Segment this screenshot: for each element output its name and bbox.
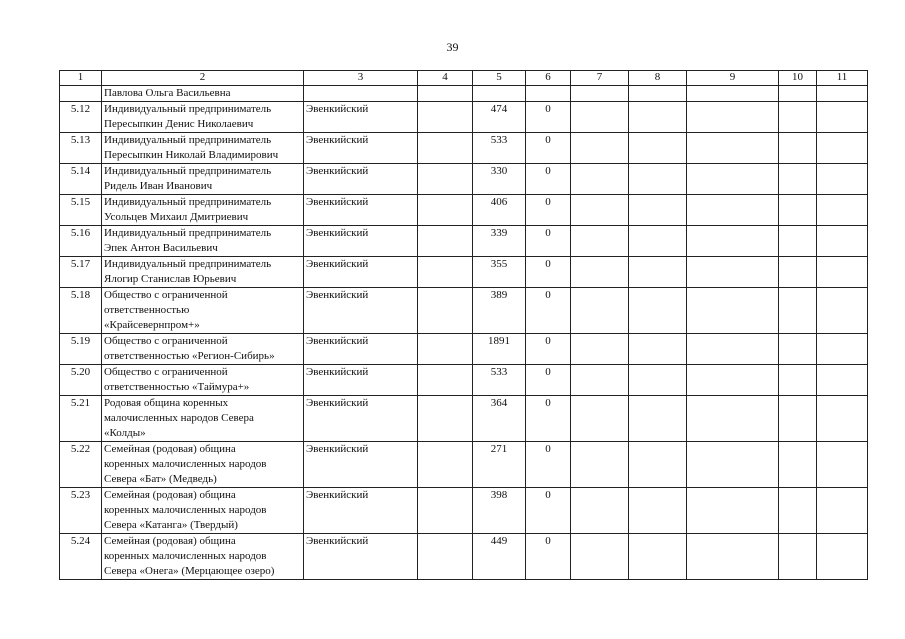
entity-name-line: «Колды»: [104, 427, 146, 439]
cell-col-4: [418, 102, 473, 133]
cell-col-8: [629, 288, 687, 334]
cell-col-6: 0: [526, 488, 571, 534]
entity-name: [102, 226, 304, 257]
cell-col-4: [418, 133, 473, 164]
cell-col-7: [571, 442, 629, 488]
entity-name-line: Пересыпкин Николай Владимирович: [104, 149, 279, 161]
entity-name: [102, 133, 304, 164]
column-header-8: 8: [629, 71, 687, 86]
entity-name: [102, 334, 304, 365]
entity-name-line: «Крайсевернпром+»: [104, 319, 200, 331]
entity-name: [102, 102, 304, 133]
page-number: 39: [446, 40, 459, 54]
row-number: 5.22: [60, 442, 102, 488]
cell-col-7: [571, 226, 629, 257]
cell-col-7: [571, 102, 629, 133]
row-number: [60, 86, 102, 102]
region-cell: Эвенкийский: [304, 226, 418, 257]
cell-col-4: [418, 195, 473, 226]
entity-name-line: Индивидуальный предприниматель: [104, 227, 272, 239]
cell-col-8: [629, 195, 687, 226]
cell-col-11: [817, 226, 868, 257]
cell-col-8: [629, 102, 687, 133]
row-number: 5.13: [60, 133, 102, 164]
cell-col-11: [817, 334, 868, 365]
cell-col-10: [779, 534, 817, 580]
cell-col-9: [687, 334, 779, 365]
row-number: 5.20: [60, 365, 102, 396]
cell-col-5: [473, 86, 526, 102]
cell-col-8: [629, 488, 687, 534]
region-cell: Эвенкийский: [304, 334, 418, 365]
column-header-4: 4: [418, 71, 473, 86]
column-header-11: 11: [817, 71, 868, 86]
row-number: 5.21: [60, 396, 102, 442]
cell-col-6: 0: [526, 257, 571, 288]
entity-name-line: Ялогир Станислав Юрьевич: [104, 273, 237, 285]
region-cell: Эвенкийский: [304, 257, 418, 288]
cell-col-6: [526, 86, 571, 102]
cell-col-11: [817, 133, 868, 164]
cell-col-4: [418, 334, 473, 365]
cell-col-5: 364: [473, 396, 526, 442]
table-row: [60, 365, 868, 396]
region-cell: Эвенкийский: [304, 396, 418, 442]
cell-col-5: 355: [473, 257, 526, 288]
row-number: 5.14: [60, 164, 102, 195]
cell-col-6: 0: [526, 396, 571, 442]
cell-col-4: [418, 534, 473, 580]
cell-col-11: [817, 257, 868, 288]
cell-col-6: 0: [526, 288, 571, 334]
cell-col-10: [779, 396, 817, 442]
cell-col-5: 406: [473, 195, 526, 226]
entity-name-line: Пересыпкин Денис Николаевич: [104, 118, 254, 130]
table-row: [60, 534, 868, 580]
table-row: [60, 226, 868, 257]
region-cell: Эвенкийский: [304, 534, 418, 580]
cell-col-6: 0: [526, 534, 571, 580]
region-cell: Эвенкийский: [304, 133, 418, 164]
cell-col-5: 339: [473, 226, 526, 257]
cell-col-7: [571, 288, 629, 334]
column-header-1: 1: [60, 71, 102, 86]
cell-col-9: [687, 488, 779, 534]
cell-col-8: [629, 334, 687, 365]
row-number: 5.23: [60, 488, 102, 534]
region-cell: Эвенкийский: [304, 164, 418, 195]
row-number: 5.12: [60, 102, 102, 133]
column-header-6: 6: [526, 71, 571, 86]
entity-name-line: Индивидуальный предприниматель: [104, 134, 272, 146]
entity-name-line: Родовая община коренных: [104, 397, 229, 409]
column-header-5: 5: [473, 71, 526, 86]
cell-col-10: [779, 334, 817, 365]
cell-col-9: [687, 102, 779, 133]
cell-col-5: 271: [473, 442, 526, 488]
cell-col-4: [418, 442, 473, 488]
cell-col-8: [629, 226, 687, 257]
entity-name: [102, 257, 304, 288]
cell-col-10: [779, 133, 817, 164]
cell-col-7: [571, 488, 629, 534]
cell-col-4: [418, 257, 473, 288]
row-number: 5.16: [60, 226, 102, 257]
entity-name: [102, 164, 304, 195]
table-row: [60, 86, 868, 102]
cell-col-8: [629, 442, 687, 488]
cell-col-7: [571, 396, 629, 442]
cell-col-5: 449: [473, 534, 526, 580]
cell-col-4: [418, 164, 473, 195]
cell-col-7: [571, 86, 629, 102]
cell-col-7: [571, 334, 629, 365]
region-cell: [304, 86, 418, 102]
table-row: [60, 257, 868, 288]
entity-name-line: Общество с ограниченной: [104, 289, 228, 301]
entity-name-line: ответственностью: [104, 304, 190, 316]
cell-col-9: [687, 226, 779, 257]
cell-col-11: [817, 365, 868, 396]
cell-col-5: 533: [473, 365, 526, 396]
entity-name-line: Семейная (родовая) община: [104, 489, 236, 501]
cell-col-9: [687, 164, 779, 195]
column-header-3: 3: [304, 71, 418, 86]
cell-col-4: [418, 365, 473, 396]
cell-col-11: [817, 102, 868, 133]
cell-col-8: [629, 133, 687, 164]
cell-col-5: 1891: [473, 334, 526, 365]
cell-col-9: [687, 257, 779, 288]
entity-name: [102, 534, 304, 580]
region-cell: Эвенкийский: [304, 288, 418, 334]
cell-col-10: [779, 365, 817, 396]
row-number: 5.18: [60, 288, 102, 334]
cell-col-7: [571, 365, 629, 396]
cell-col-4: [418, 396, 473, 442]
column-header-7: 7: [571, 71, 629, 86]
cell-col-10: [779, 442, 817, 488]
cell-col-4: [418, 226, 473, 257]
cell-col-11: [817, 442, 868, 488]
cell-col-5: 398: [473, 488, 526, 534]
cell-col-6: 0: [526, 102, 571, 133]
registry-table: [59, 70, 868, 580]
region-cell: Эвенкийский: [304, 488, 418, 534]
cell-col-11: [817, 86, 868, 102]
cell-col-9: [687, 442, 779, 488]
cell-col-8: [629, 396, 687, 442]
cell-col-10: [779, 288, 817, 334]
cell-col-9: [687, 288, 779, 334]
region-cell: Эвенкийский: [304, 195, 418, 226]
header-row: [60, 71, 868, 86]
cell-col-10: [779, 86, 817, 102]
cell-col-7: [571, 164, 629, 195]
cell-col-6: 0: [526, 195, 571, 226]
row-number: 5.15: [60, 195, 102, 226]
cell-col-6: 0: [526, 442, 571, 488]
cell-col-10: [779, 102, 817, 133]
cell-col-5: 533: [473, 133, 526, 164]
cell-col-8: [629, 86, 687, 102]
cell-col-9: [687, 195, 779, 226]
cell-col-10: [779, 257, 817, 288]
entity-name-line: Ридель Иван Иванович: [104, 180, 213, 192]
row-number: 5.17: [60, 257, 102, 288]
table-row: [60, 102, 868, 133]
entity-name-line: Севера «Онега» (Мерцающее озеро): [104, 565, 275, 577]
cell-col-11: [817, 488, 868, 534]
entity-name: [102, 442, 304, 488]
cell-col-11: [817, 288, 868, 334]
cell-col-10: [779, 226, 817, 257]
column-header-10: 10: [779, 71, 817, 86]
entity-name: [102, 86, 304, 102]
cell-col-6: 0: [526, 365, 571, 396]
entity-name-line: Семейная (родовая) община: [104, 443, 236, 455]
cell-col-4: [418, 288, 473, 334]
table-row: [60, 488, 868, 534]
entity-name-line: коренных малочисленных народов: [104, 550, 267, 562]
cell-col-11: [817, 396, 868, 442]
table-row: [60, 164, 868, 195]
cell-col-11: [817, 534, 868, 580]
cell-col-8: [629, 257, 687, 288]
entity-name-line: Севера «Катанга» (Твердый): [104, 519, 238, 531]
column-header-2: 2: [102, 71, 304, 86]
row-number: 5.19: [60, 334, 102, 365]
cell-col-5: 330: [473, 164, 526, 195]
entity-name-line: Индивидуальный предприниматель: [104, 165, 272, 177]
region-cell: Эвенкийский: [304, 102, 418, 133]
cell-col-10: [779, 195, 817, 226]
cell-col-9: [687, 86, 779, 102]
entity-name: [102, 288, 304, 334]
cell-col-4: [418, 488, 473, 534]
table-row: [60, 334, 868, 365]
cell-col-7: [571, 195, 629, 226]
cell-col-7: [571, 257, 629, 288]
entity-name-line: Севера «Бат» (Медведь): [104, 473, 217, 485]
entity-name-line: Семейная (родовая) община: [104, 535, 236, 547]
region-cell: Эвенкийский: [304, 442, 418, 488]
cell-col-10: [779, 164, 817, 195]
table-body: [60, 86, 868, 580]
region-cell: Эвенкийский: [304, 365, 418, 396]
cell-col-9: [687, 365, 779, 396]
entity-name: [102, 396, 304, 442]
cell-col-4: [418, 86, 473, 102]
cell-col-8: [629, 534, 687, 580]
cell-col-6: 0: [526, 226, 571, 257]
table-row: [60, 288, 868, 334]
entity-name-line: Общество с ограниченной: [104, 335, 228, 347]
entity-name-line: Индивидуальный предприниматель: [104, 103, 272, 115]
cell-col-10: [779, 488, 817, 534]
cell-col-7: [571, 534, 629, 580]
entity-name-line: Индивидуальный предприниматель: [104, 196, 272, 208]
cell-col-6: 0: [526, 164, 571, 195]
table-row: [60, 396, 868, 442]
entity-name-line: коренных малочисленных народов: [104, 504, 267, 516]
entity-name: [102, 365, 304, 396]
entity-name-line: коренных малочисленных народов: [104, 458, 267, 470]
entity-name-line: Индивидуальный предприниматель: [104, 258, 272, 270]
entity-name-line: Усольцев Михаил Дмитриевич: [104, 211, 249, 223]
cell-col-9: [687, 396, 779, 442]
cell-col-9: [687, 534, 779, 580]
cell-col-6: 0: [526, 334, 571, 365]
table-row: [60, 442, 868, 488]
cell-col-11: [817, 164, 868, 195]
cell-col-5: 474: [473, 102, 526, 133]
cell-col-9: [687, 133, 779, 164]
entity-name-line: Павлова Ольга Васильевна: [104, 87, 231, 99]
cell-col-7: [571, 133, 629, 164]
cell-col-6: 0: [526, 133, 571, 164]
entity-name: [102, 195, 304, 226]
table-row: [60, 133, 868, 164]
cell-col-8: [629, 365, 687, 396]
entity-name-line: ответственностью «Регион-Сибирь»: [104, 350, 275, 362]
table-row: [60, 195, 868, 226]
cell-col-5: 389: [473, 288, 526, 334]
cell-col-8: [629, 164, 687, 195]
column-header-9: 9: [687, 71, 779, 86]
entity-name-line: ответственностью «Таймура+»: [104, 381, 250, 393]
entity-name-line: Общество с ограниченной: [104, 366, 228, 378]
entity-name-line: малочисленных народов Севера: [104, 412, 254, 424]
row-number: 5.24: [60, 534, 102, 580]
entity-name: [102, 488, 304, 534]
entity-name-line: Эпек Антон Васильевич: [104, 242, 218, 254]
cell-col-11: [817, 195, 868, 226]
